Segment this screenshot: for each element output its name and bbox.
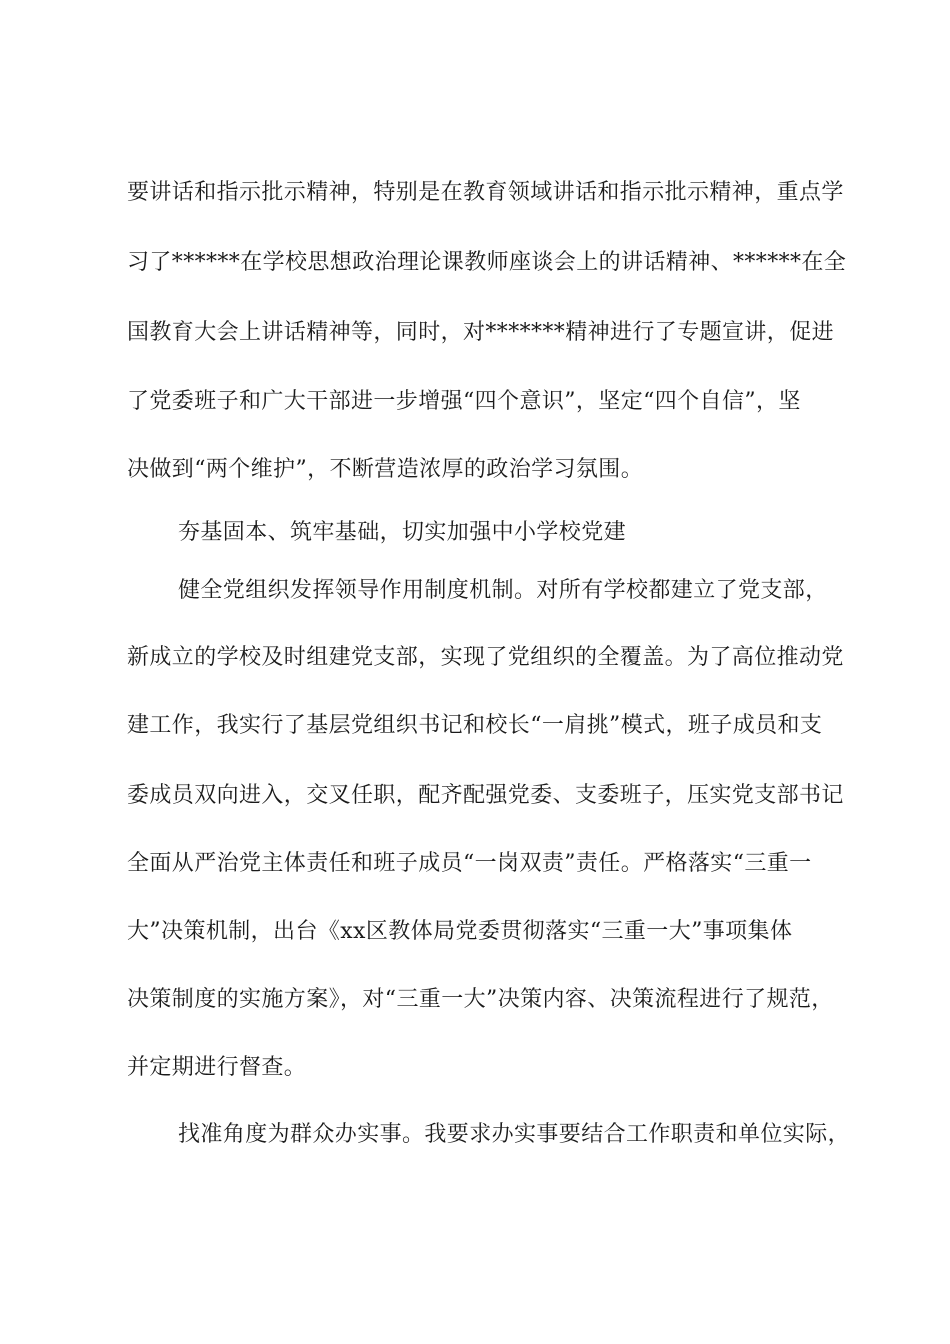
paragraph-line: 委成员双向进入，交叉任职，配齐配强党委、支委班子，压实党支部书记 — [127, 783, 844, 808]
paragraph-line: 新成立的学校及时组建党支部，实现了党组织的全覆盖。为了高位推动党 — [127, 645, 844, 670]
paragraph-line: 大”决策机制，出台《xx区教体局党委贯彻落实“三重一大”事项集体 — [127, 919, 793, 944]
paragraph-line: 要讲话和指示批示精神，特别是在教育领域讲话和指示批示精神，重点学 — [127, 180, 844, 205]
paragraph-line: 决策制度的实施方案》，对“三重一大”决策内容、决策流程进行了规范， — [127, 987, 834, 1012]
paragraph-line: 建工作，我实行了基层党组织书记和校长“一肩挑”模式，班子成员和支 — [127, 713, 823, 738]
paragraph-line: 健全党组织发挥领导作用制度机制。对所有学校都建立了党支部， — [178, 578, 828, 603]
paragraph-line: 决做到“两个维护”，不断营造浓厚的政治学习氛围。 — [127, 457, 644, 482]
paragraph-line: 找准角度为群众办实事。我要求办实事要结合工作职责和单位实际， — [178, 1122, 851, 1147]
paragraph-line: 了党委班子和广大干部进一步增强“四个意识”，坚定“四个自信”，坚 — [127, 389, 801, 414]
paragraph-line: 国教育大会上讲话精神等，同时，对*******精神进行了专题宣讲，促进 — [127, 320, 835, 345]
paragraph-line: 全面从严治党主体责任和班子成员“一岗双责”责任。严格落实“三重一 — [127, 851, 812, 876]
paragraph-line: 习了******在学校思想政治理论课教师座谈会上的讲话精神、******在全 — [127, 250, 847, 275]
paragraph-line: 并定期进行督查。 — [127, 1055, 307, 1080]
section-heading: 夯基固本、筑牢基础，切实加强中小学校党建 — [178, 520, 627, 545]
